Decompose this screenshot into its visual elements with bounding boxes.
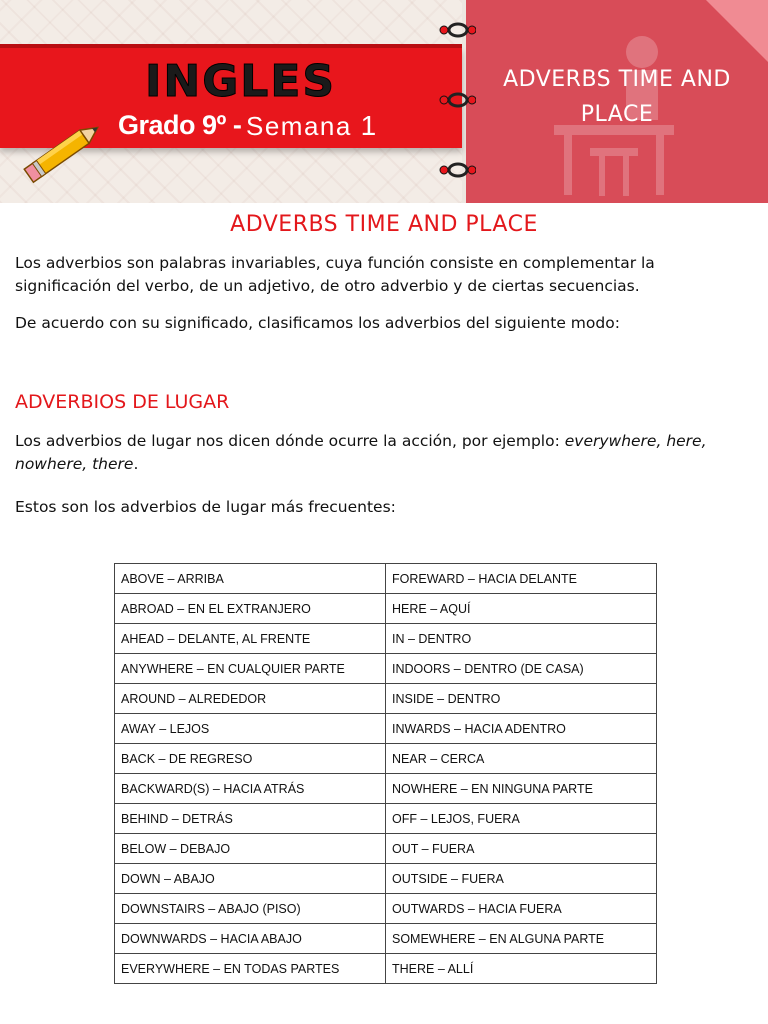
classification-paragraph: De acuerdo con su significado, clasificamos los adverbios del siguiente modo: [15,314,620,332]
adverb-cell-left: BACK – DE REGRESO [115,744,386,774]
binder-rings [436,20,476,190]
table-row [115,744,657,774]
page-corner-fold [706,0,768,62]
adverb-cell-right: INSIDE – DENTRO [386,684,657,714]
adverb-cell-right: INDOORS – DENTRO (DE CASA) [386,654,657,684]
example-adverbs: everywhere, here, [564,432,707,450]
table-row [115,564,657,594]
table-row [115,654,657,684]
week-number: 1 [360,110,378,141]
adverb-cell-left: DOWN – ABAJO [115,864,386,894]
page-title: ADVERBS TIME AND PLACE [230,212,538,237]
adverb-cell-left: EVERYWHERE – EN TODAS PARTES [115,954,386,984]
adverb-cell-left: BELOW – DEBAJO [115,834,386,864]
adverb-cell-left: DOWNWARDS – HACIA ABAJO [115,924,386,954]
adverb-cell-right: OUTWARDS – HACIA FUERA [386,894,657,924]
table-row [115,594,657,624]
frequent-adverbs-intro: Estos son los adverbios de lugar más frecuentes: [15,498,396,516]
adverb-cell-right: OUTSIDE – FUERA [386,864,657,894]
adverb-cell-left: AROUND – ALREDEDOR [115,684,386,714]
adverb-cell-left: BACKWARD(S) – HACIA ATRÁS [115,774,386,804]
adverb-cell-left: ANYWHERE – EN CUALQUIER PARTE [115,654,386,684]
grade-label: Grado 9º - [118,110,242,140]
adverb-cell-right: SOMEWHERE – EN ALGUNA PARTE [386,924,657,954]
adverbs-table [114,563,657,984]
adverb-cell-left: DOWNSTAIRS – ABAJO (PISO) [115,894,386,924]
adverb-cell-right: THERE – ALLÍ [386,954,657,984]
week-label: Semana 1 [246,110,378,141]
adverb-cell-right: HERE – AQUÍ [386,594,657,624]
adverb-cell-left: ABOVE – ARRIBA [115,564,386,594]
adverb-cell-left: BEHIND – DETRÁS [115,804,386,834]
adverb-cell-left: AHEAD – DELANTE, AL FRENTE [115,624,386,654]
table-row [115,954,657,984]
adverb-cell-right: NEAR – CERCA [386,744,657,774]
adverb-cell-right: OUT – FUERA [386,834,657,864]
lugar-description: Los adverbios de lugar nos dicen dónde ocurre la acción, por ejemplo: everywhere, here, nowhere, there. [15,432,707,473]
table-row [115,804,657,834]
table-row [115,624,657,654]
adverb-cell-right: FOREWARD – HACIA DELANTE [386,564,657,594]
adverb-cell-right: INWARDS – HACIA ADENTRO [386,714,657,744]
table-row [115,774,657,804]
table-row [115,894,657,924]
adverb-cell-left: ABROAD – EN EL EXTRANJERO [115,594,386,624]
table-row [115,864,657,894]
table-row [115,924,657,954]
adverb-cell-right: OFF – LEJOS, FUERA [386,804,657,834]
adverb-cell-left: AWAY – LEJOS [115,714,386,744]
header-banner [0,0,768,203]
adverb-cell-right: IN – DENTRO [386,624,657,654]
section-heading-lugar: ADVERBIOS DE LUGAR [15,391,230,413]
table-row [115,684,657,714]
topic-panel [466,0,768,203]
pencil-icon [18,118,108,188]
subject-title: INGLES [145,56,337,107]
adverb-cell-right: NOWHERE – EN NINGUNA PARTE [386,774,657,804]
table-row [115,834,657,864]
topic-title: ADVERBS TIME AND PLACE [503,67,731,127]
example-adverbs-continued: nowhere, there [15,455,134,473]
table-row [115,714,657,744]
intro-paragraph: Los adverbios son palabras invariables, cuya función consiste en complementar la significación del verbo, de un adjetivo, de otro adverbio y de ciertas secuencias. [15,254,655,295]
